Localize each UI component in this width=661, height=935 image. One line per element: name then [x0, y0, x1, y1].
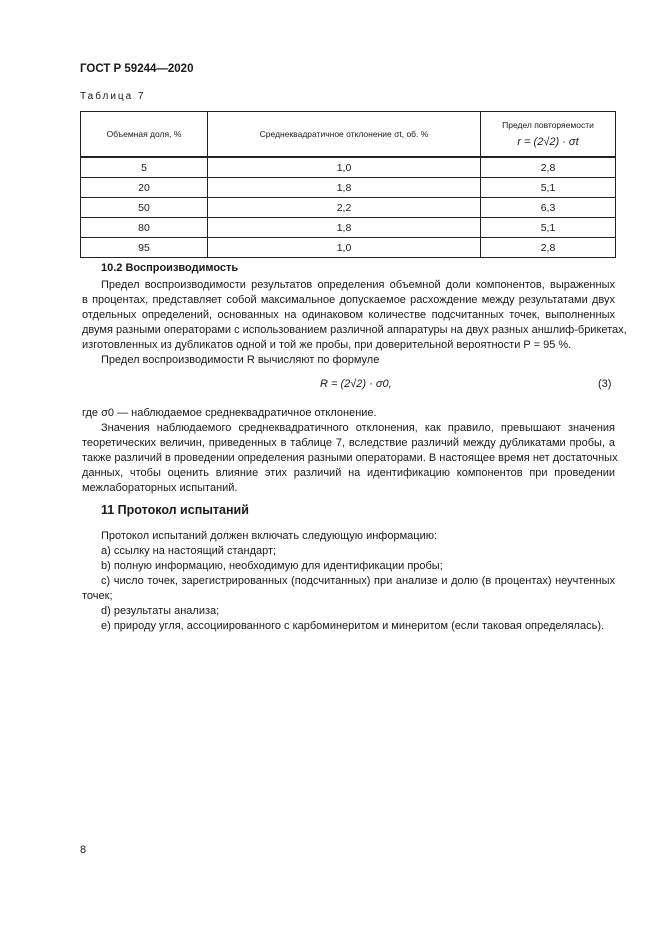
paragraph-line: в процентах, представляет собой максимальное допускаемое расхождение между результатами двух [82, 294, 615, 306]
table-row [81, 198, 616, 218]
paragraph-line: также различий в проведении определения разными операторами. В настоящее время нет достаточных [82, 452, 618, 464]
table-7 [80, 111, 616, 258]
section-10-2-heading: 10.2 Воспроизводимость [101, 262, 239, 274]
table-caption: Таблица 7 [80, 91, 146, 102]
paragraph-line: межлабораторных испытаний. [82, 482, 238, 494]
paragraph-line: Предел воспроизводимости результатов определения объемной доли компонентов, выраженных [101, 279, 615, 291]
cell: 6,3 [481, 198, 616, 218]
table-row [81, 218, 616, 238]
cell: 5,1 [481, 178, 616, 198]
cell: 2,8 [481, 157, 616, 178]
paragraph-line: Предел воспроизводимости R вычисляют по формуле [101, 354, 380, 366]
table-row [81, 157, 616, 178]
cell: 2,8 [481, 238, 616, 258]
section-11-heading: 11 Протокол испытаний [101, 503, 249, 517]
page-number: 8 [80, 844, 87, 856]
cell: 5,1 [481, 218, 616, 238]
cell: 50 [81, 198, 208, 218]
paragraph-line: теоретических величин, приведенных в таблице 7, вследствие различий между дубликатами пробы, а [82, 437, 615, 449]
col-header-repeatability [481, 112, 616, 158]
paragraph-line: изготовленных из дубликатов одной и той же пробы, при доверительной вероятности P = 95 %. [82, 339, 572, 351]
formula-number: (3) [598, 378, 612, 390]
paragraph-line: двумя разными операторами с использованием различной аппаратуры на двух разных аншлиф-брикетах, [82, 324, 627, 336]
paragraph-line: где σ0 — наблюдаемое среднеквадратичное отклонение. [82, 407, 377, 419]
col-header-std-dev: Среднеквадратичное отклонение σt, об. % [208, 112, 481, 158]
cell: 5 [81, 157, 208, 178]
cell: 20 [81, 178, 208, 198]
cell: 1,0 [208, 238, 481, 258]
cell: 1,8 [208, 178, 481, 198]
list-item: а) ссылку на настоящий стандарт; [101, 545, 277, 557]
paragraph-line: отдельных определений, основанных на одинаковом количестве подсчитанных точек, выполненных [82, 309, 615, 321]
col-header-volume-fraction: Объемная доля, % [81, 112, 208, 158]
table-header-row [81, 112, 616, 158]
cell: 1,0 [208, 157, 481, 178]
repeatability-formula: r = (2√2) · σt [517, 136, 579, 148]
list-item: d) результаты анализа; [101, 605, 220, 617]
paragraph-line: данных, чтобы оценить влияние этих различий на идентификацию компонентов при проведении [82, 467, 615, 479]
list-item: c) число точек, зарегистрированных (подсчитанных) при анализе и долю (в процентах) неучтенных [101, 575, 615, 587]
list-item: b) полную информацию, необходимую для идентификации пробы; [101, 560, 443, 572]
list-item: e) природу угля, ассоциированного с карбоминеритом и минеритом (если таковая определялась). [101, 620, 605, 632]
repeatability-label: Предел повторяемости [502, 120, 594, 130]
table-row [81, 178, 616, 198]
formula-3: R = (2√2) · σ0, [320, 378, 392, 390]
table-row [81, 238, 616, 258]
cell: 2,2 [208, 198, 481, 218]
cell: 80 [81, 218, 208, 238]
list-item-continuation: точек; [82, 590, 113, 602]
cell: 95 [81, 238, 208, 258]
document-code: ГОСТ Р 59244—2020 [80, 63, 194, 75]
paragraph-line: Значения наблюдаемого среднеквадратичного отклонения, как правило, превышают значения [101, 422, 615, 434]
cell: 1,8 [208, 218, 481, 238]
paragraph-line: Протокол испытаний должен включать следующую информацию: [101, 530, 438, 542]
